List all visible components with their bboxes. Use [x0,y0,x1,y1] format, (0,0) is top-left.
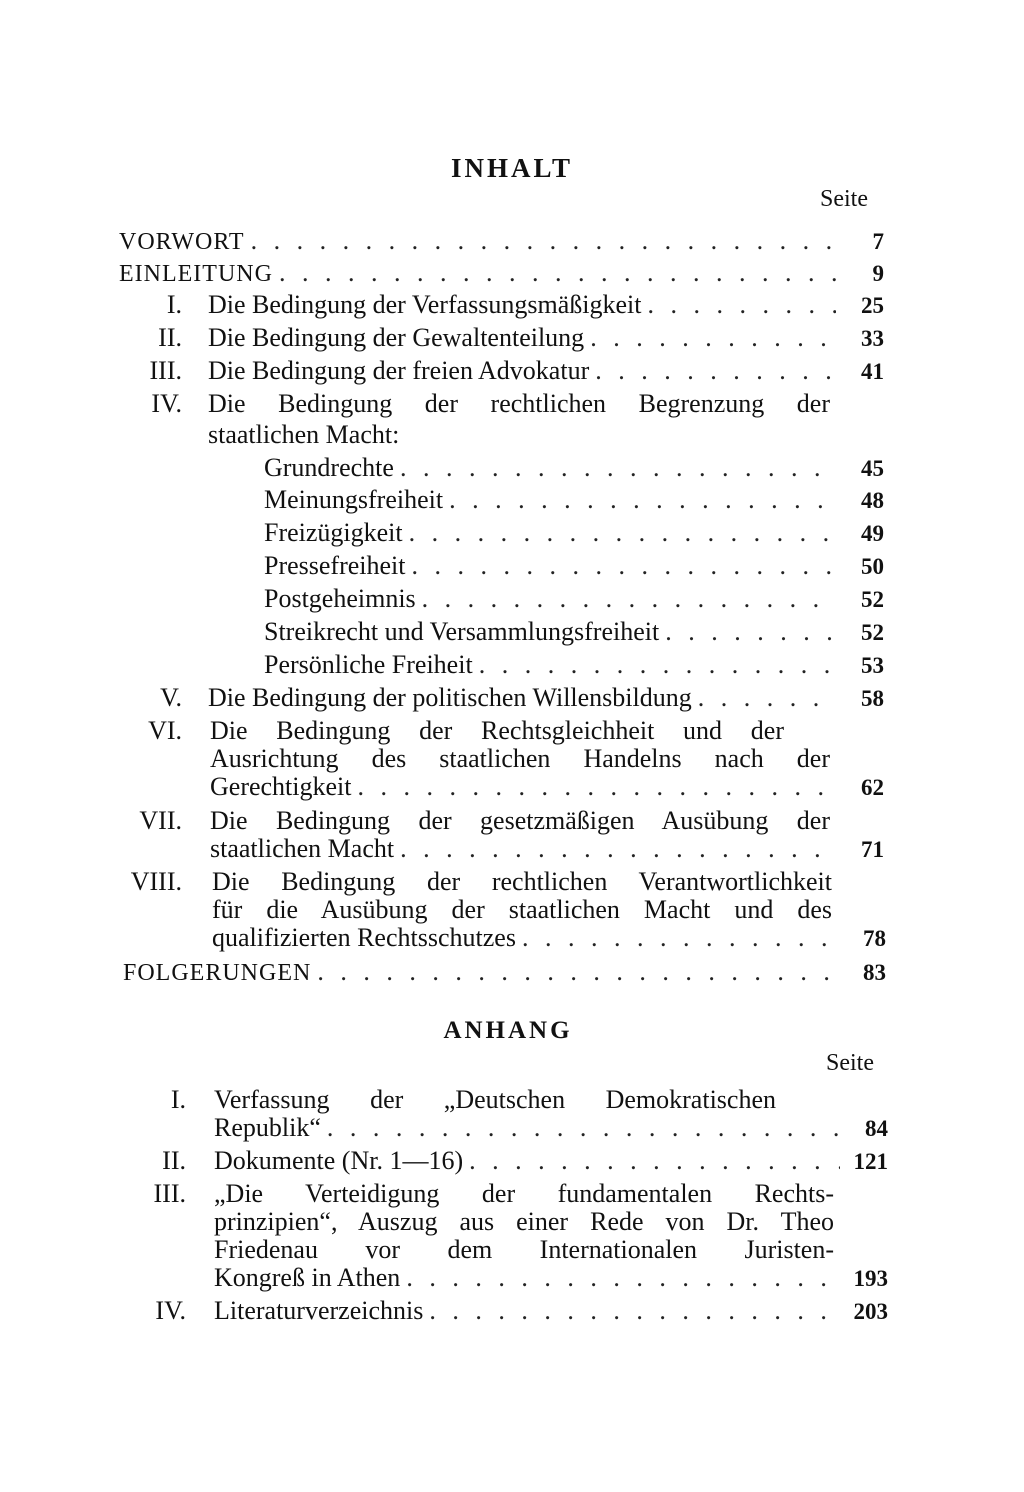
toc-entry-appendix-ii[interactable] [214,1146,888,1176]
leader-dots [479,650,836,680]
toc-page-number: 41 [861,359,884,384]
appendix-number: III. [153,1179,186,1208]
toc-entry-section-viii-line1: Die Bedingung der rechtlichen Verantwortlichkeit [212,867,832,896]
inhalt-seite-label: Seite [820,186,868,212]
anhang-seite-label: Seite [826,1050,874,1076]
toc-entry-einleitung[interactable] [119,258,884,288]
toc-page-number: 45 [861,456,884,481]
leader-dots [409,518,836,548]
leader-dots [251,226,836,256]
appendix-iii-line1: „Die Verteidigung der fundamentalen Rechts- [214,1179,834,1208]
toc-subentry[interactable] [264,518,884,548]
toc-entry-text: Gerechtigkeit [210,772,352,801]
toc-subentry[interactable] [264,617,884,647]
leader-dots [469,1146,840,1176]
toc-page-number: 62 [861,775,884,800]
toc-subentry[interactable] [264,453,884,483]
toc-entry-folgerungen[interactable] [123,957,886,987]
toc-entry-text: staatlichen Macht [210,834,395,863]
section-number: VIII. [130,867,182,896]
leader-dots [317,957,838,987]
toc-entry-section-iv-line1: Die Bedingung der rechtlichen Begrenzung der [208,389,830,418]
toc-page-number: 193 [853,1266,888,1291]
toc-page-number: 25 [861,293,884,318]
toc-entry-section-v[interactable] [208,683,884,713]
appendix-iii-line2: prinzipien“, Auszug aus einer Rede von Dr. Theo [214,1207,834,1236]
toc-entry-text: FOLGERUNGEN [123,960,312,986]
appendix-number: I. [170,1085,186,1114]
leader-dots [406,1263,840,1293]
toc-page-number: 58 [861,686,884,711]
section-number: VI. [148,716,182,745]
toc-page-number: 78 [863,926,886,951]
toc-entry-text: Kongreß in Athen [214,1263,401,1292]
toc-entry-section-iv-line2: staatlichen Macht: [208,420,400,449]
appendix-i-line1: Verfassung der „Deutschen Demokratischen [214,1085,776,1114]
toc-page-number: 50 [861,554,884,579]
toc-entry-text: VORWORT [119,229,245,255]
leader-dots [400,453,836,483]
section-number: VII. [139,806,182,835]
leader-dots [648,290,837,320]
toc-page-number: 7 [872,229,884,254]
leader-dots [449,485,836,515]
toc-subentry[interactable] [264,485,884,515]
leader-dots [327,1113,840,1143]
toc-page-number: 9 [872,261,884,286]
inhalt-heading: INHALT [450,153,574,183]
toc-entry-section-vi-line2: Ausrichtung des staatlichen Handelns nach der [210,744,830,773]
toc-entry-text: Die Bedingung der Verfassungsmäßigkeit [208,290,642,319]
leader-dots [522,923,838,953]
leader-dots [698,683,836,713]
toc-entry-section-vi[interactable] [210,772,884,802]
toc-page-number: 203 [853,1299,888,1324]
toc-entry-text: Grundrechte [264,453,394,482]
leader-dots [358,772,837,802]
toc-entry-text: Dokumente (Nr. 1—16) [214,1146,464,1175]
toc-entry-text: Literaturverzeichnis [214,1296,424,1325]
toc-entry-text: qualifizierten Rechtsschutzes [212,923,516,952]
toc-entry-text: Freizügigkeit [264,518,403,547]
toc-entry-text: Pressefreiheit [264,551,406,580]
section-number: IV. [151,389,182,418]
toc-entry-vorwort[interactable] [119,226,884,256]
toc-entry-appendix-iii[interactable] [214,1263,888,1293]
toc-subentry[interactable] [264,650,884,680]
section-number: V. [160,683,182,712]
toc-entry-section-iii[interactable] [208,356,884,386]
toc-page-number: 71 [861,837,884,862]
toc-page-number: 53 [861,653,884,678]
toc-entry-text: Die Bedingung der Gewaltenteilung [208,323,585,352]
toc-entry-text: Republik“ [214,1113,321,1142]
toc-entry-section-vi-line1: Die Bedingung der Rechtsgleichheit und der [210,716,784,745]
leader-dots [429,1296,840,1326]
appendix-number: II. [162,1146,186,1175]
leader-dots [590,323,836,353]
toc-page-number: 49 [861,521,884,546]
toc-entry-text: Die Bedingung der freien Advokatur [208,356,590,385]
section-number: II. [158,323,182,352]
toc-entry-section-vii[interactable] [210,834,884,864]
toc-entry-section-ii[interactable] [208,323,884,353]
toc-entry-text: Meinungsfreiheit [264,485,444,514]
toc-entry-appendix-i[interactable] [214,1113,888,1143]
toc-entry-appendix-iv[interactable] [214,1296,888,1326]
toc-page-number: 48 [861,488,884,513]
toc-page-number: 121 [853,1149,888,1174]
toc-subentry[interactable] [264,584,884,614]
toc-subentry[interactable] [264,551,884,581]
toc-entry-text: Streikrecht und Versammlungsfreiheit [264,617,660,646]
toc-entry-text: EINLEITUNG [119,261,273,287]
toc-entry-section-viii-line2: für die Ausübung der staatlichen Macht und des [212,895,832,924]
leader-dots [422,584,836,614]
leader-dots [279,258,836,288]
toc-page-number: 33 [861,326,884,351]
leader-dots [665,617,836,647]
leader-dots [400,834,836,864]
appendix-iii-line3: Friedenau vor dem Internationalen Juristen- [214,1235,834,1264]
leader-dots [595,356,836,386]
toc-page-number: 83 [863,960,886,985]
toc-page-number: 52 [861,587,884,612]
section-number: III. [149,356,182,385]
toc-page-number: 52 [861,620,884,645]
toc-entry-text: Postgeheimnis [264,584,416,613]
section-number: I. [166,290,182,319]
toc-entry-section-viii[interactable] [212,923,886,953]
leader-dots [412,551,836,581]
appendix-number: IV. [155,1296,186,1325]
toc-entry-text: Persönliche Freiheit [264,650,473,679]
toc-entry-section-vii-line1: Die Bedingung der gesetzmäßigen Ausübung der [210,806,830,835]
toc-entry-section-i[interactable] [208,290,884,320]
anhang-heading: ANHANG [443,1017,573,1044]
toc-page-number: 84 [865,1116,888,1141]
toc-entry-text: Die Bedingung der politischen Willensbildung [208,683,692,712]
